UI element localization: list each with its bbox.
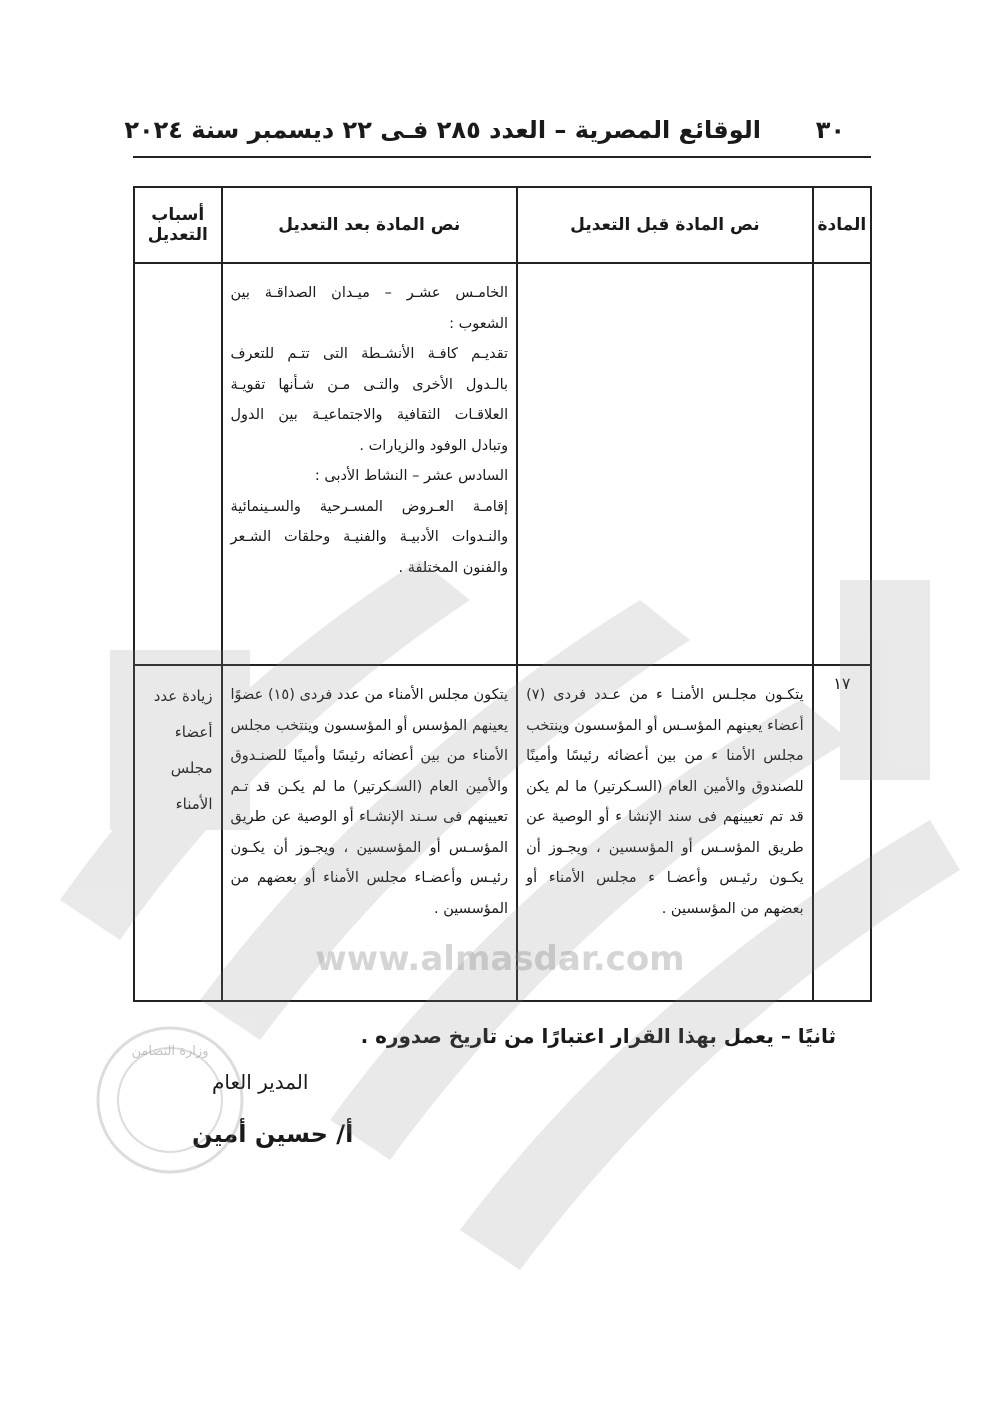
cell-reason [134,665,222,1001]
svg-text:www.almasdar.com: www.almasdar.com [315,939,685,979]
header-rule [133,156,871,158]
cell-article [813,263,871,665]
page-number: ٣٠ [815,116,845,144]
amendment-reason: زيادة عدد أعضاء مجلس الأمناء [153,687,213,813]
cell-after [222,263,518,665]
article-text-before: يتكـون مجلـس الأمنـا ء من عـدد فردى (٧) أعضاء يعينهم المؤسـس أو المؤسسون وينتخب مجلس الأمنا ء من بين أعضائه رئيسًا وأمينًا للصندوق والأمين العام (السـكرتير) ما لم يكن قد تم تعيينهم فى سند الإنشا ء أو الوصية عن طريق المؤسـس أو المؤسسين ، ويجـوز أن يكـون رئيـس وأعضـا ء مجلس الأمناء أو بعضهم من المؤسسين . [526,687,804,917]
svg-text:وزارة التضامن: وزارة التضامن [131,1044,209,1059]
signatory-role: المدير العام [212,1070,309,1094]
col-header-before: نص المادة قبل التعديل [517,187,813,263]
table-row [134,263,871,665]
cell-after [222,665,518,1001]
cell-article [813,665,871,1001]
item15-title: الخامـس عشـر – ميـدان الصداقـة بين الشعوب : [230,285,509,332]
item16-body: إقامـة العـروض المسـرحية والسـينمائية والنـدوات الأدبيـة والفنيـة وحلقات الشـعر والفنون المختلفة . [230,498,509,576]
article-number: ١٧ [833,674,851,693]
article-text-after: يتكون مجلس الأمناء من عدد فردى (١٥) عضوًا يعينهم المؤسس أو المؤسسون وينتخب مجلس الأمناء من بين أعضائه رئيسًا وأمينًا للصنـدوق والأمين العام (السـكرتير) ما لم يكـن قد تـم تعيينهم فى سـند الإنشـاء أو الوصية عن طريق المؤسـس أو المؤسسين ، ويجـوز أن يكـون رئيـس وأعضـاء مجلس الأمناء أو بعضهم من المؤسسين . [230,687,509,917]
col-header-reason: أسباب التعديل [134,187,222,263]
col-header-after: نص المادة بعد التعديل [222,187,518,263]
table-row [134,665,871,1001]
cell-before [517,665,813,1001]
col-header-article: المادة [813,187,871,263]
cell-before [517,263,813,665]
item16-title: السادس عشر – النشاط الأدبى : [314,468,509,484]
table-header-row [134,187,871,263]
cell-reason [134,263,222,665]
signatory-name: أ/ حسين أمين [192,1120,354,1148]
second-clause: ثانيًا – يعمل بهذا القرار اعتبارًا من تاريخ صدوره . [360,1024,836,1048]
amendments-table [133,186,872,1002]
item15-body: تقديـم كافـة الأنشـطة التى تتـم للتعرف بالـدول الأخرى والتـى مـن شـأنها تقويـة العلاقـات الثقافية والاجتماعيـة بين الدول وتبادل الوفود والزيارات . [230,346,509,454]
page-header [124,112,871,152]
gazette-title: الوقائع المصرية – العدد ٢٨٥ فـى ٢٢ ديسمبر سنة ٢٠٢٤ [124,116,761,144]
